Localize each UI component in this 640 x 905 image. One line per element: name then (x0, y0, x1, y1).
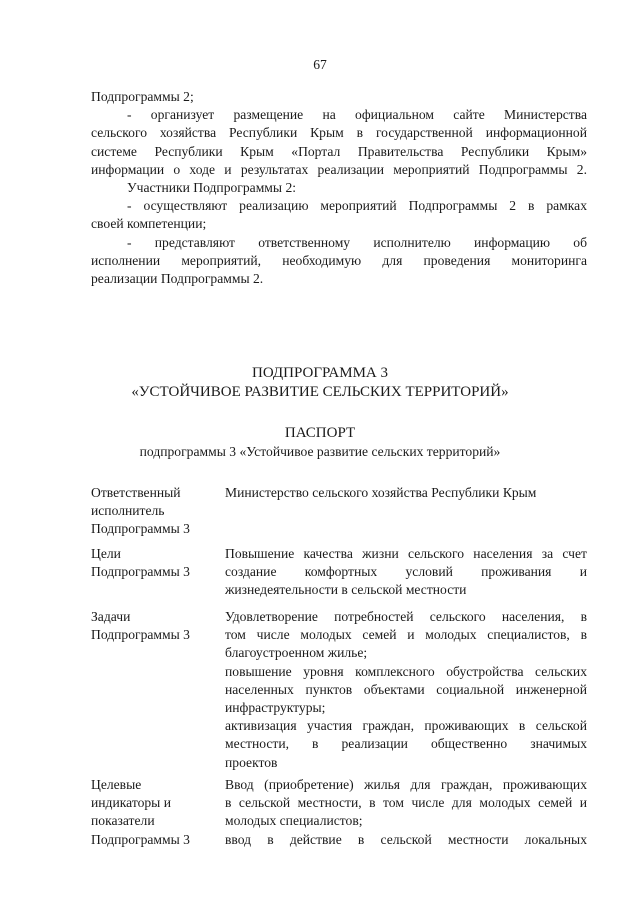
value-line: молодых специалистов; (225, 813, 363, 829)
value-line: ввод в действие в сельской местности локальных (225, 831, 587, 847)
label-line: исполнитель (91, 503, 165, 519)
row-label (91, 776, 211, 849)
row-label (91, 545, 211, 581)
text-line: Подпрограммы 2; (91, 89, 194, 104)
value-line: местности, в реализации общественно значимых (225, 736, 587, 752)
row-label (91, 484, 211, 539)
label-line: Ответственный (91, 485, 181, 500)
label-line: Подпрограммы 3 (91, 564, 190, 580)
text-line: реализации Подпрограммы 2. (91, 271, 264, 287)
page-number: 67 (313, 57, 327, 72)
text-line: - организует размещение на официальном сайте Министерства (127, 107, 587, 123)
value-line: проектов (225, 754, 278, 770)
value-line: Повышение качества жизни сельского населения за счет (225, 546, 587, 561)
row-label (91, 608, 211, 644)
label-line: Подпрограммы 3 (91, 521, 190, 537)
passport-subtitle: подпрограммы 3 «Устойчивое развитие сельских территорий» (139, 444, 501, 459)
value-line: Ввод (приобретение) жилья для граждан, проживающих (225, 777, 587, 792)
value-line: том числе молодых семей и молодых специалистов, в (225, 627, 587, 643)
value-line: Удовлетворение потребностей сельского населения, в (225, 609, 587, 624)
intro-text (91, 88, 587, 288)
label-line: Цели (91, 546, 121, 561)
label-line: показатели (91, 813, 155, 829)
text-line: - представляют ответственному исполнителю информацию об (127, 234, 587, 250)
row-value (225, 484, 587, 502)
label-line: Подпрограммы 3 (91, 627, 190, 643)
value-line: жизнедеятельности в сельской местности (225, 582, 467, 598)
text-line: Участники Подпрограммы 2: (127, 180, 297, 196)
value-line: благоустроенном жилье; (225, 645, 368, 661)
label-line: индикаторы и (91, 795, 171, 811)
label-line: Подпрограммы 3 (91, 831, 190, 847)
passport-title: ПАСПОРТ (284, 425, 356, 441)
value-line: создание комфортных условий проживания и (225, 564, 587, 580)
label-line: Задачи (91, 609, 131, 624)
value-line: повышение уровня комплексного обустройства сельских (225, 663, 587, 679)
label-line: Целевые (91, 777, 142, 792)
subprogram-heading-line1: ПОДПРОГРАММА 3 (251, 365, 389, 381)
text-line: системе Республики Крым «Портал Правительства Республики Крым» (91, 143, 587, 159)
row-value (225, 776, 587, 849)
text-line: сельского хозяйства Республики Крым в государственной информационной (91, 125, 587, 141)
text-line: исполнении мероприятий, необходимую для проведения мониторинга (91, 252, 587, 268)
row-value (225, 545, 587, 600)
value-line: инфраструктуры; (225, 700, 326, 716)
row-value (225, 608, 587, 772)
text-line: своей компетенции; (91, 216, 207, 232)
value-line: активизация участия граждан, проживающих в сельской (225, 718, 587, 734)
value-line: Министерство сельского хозяйства Республики Крым (225, 485, 537, 500)
text-line: информации о ходе и результатах реализации мероприятий Подпрограммы 2. (91, 161, 587, 177)
subprogram-heading-line2: «УСТОЙЧИВОЕ РАЗВИТИЕ СЕЛЬСКИХ ТЕРРИТОРИЙ» (131, 384, 509, 400)
text-line: - осуществляют реализацию мероприятий Подпрограммы 2 в рамках (127, 198, 587, 214)
value-line: в сельской местности, в том числе для молодых семей и (225, 795, 587, 811)
value-line: населенных пунктов объектами социальной инженерной (225, 681, 587, 697)
